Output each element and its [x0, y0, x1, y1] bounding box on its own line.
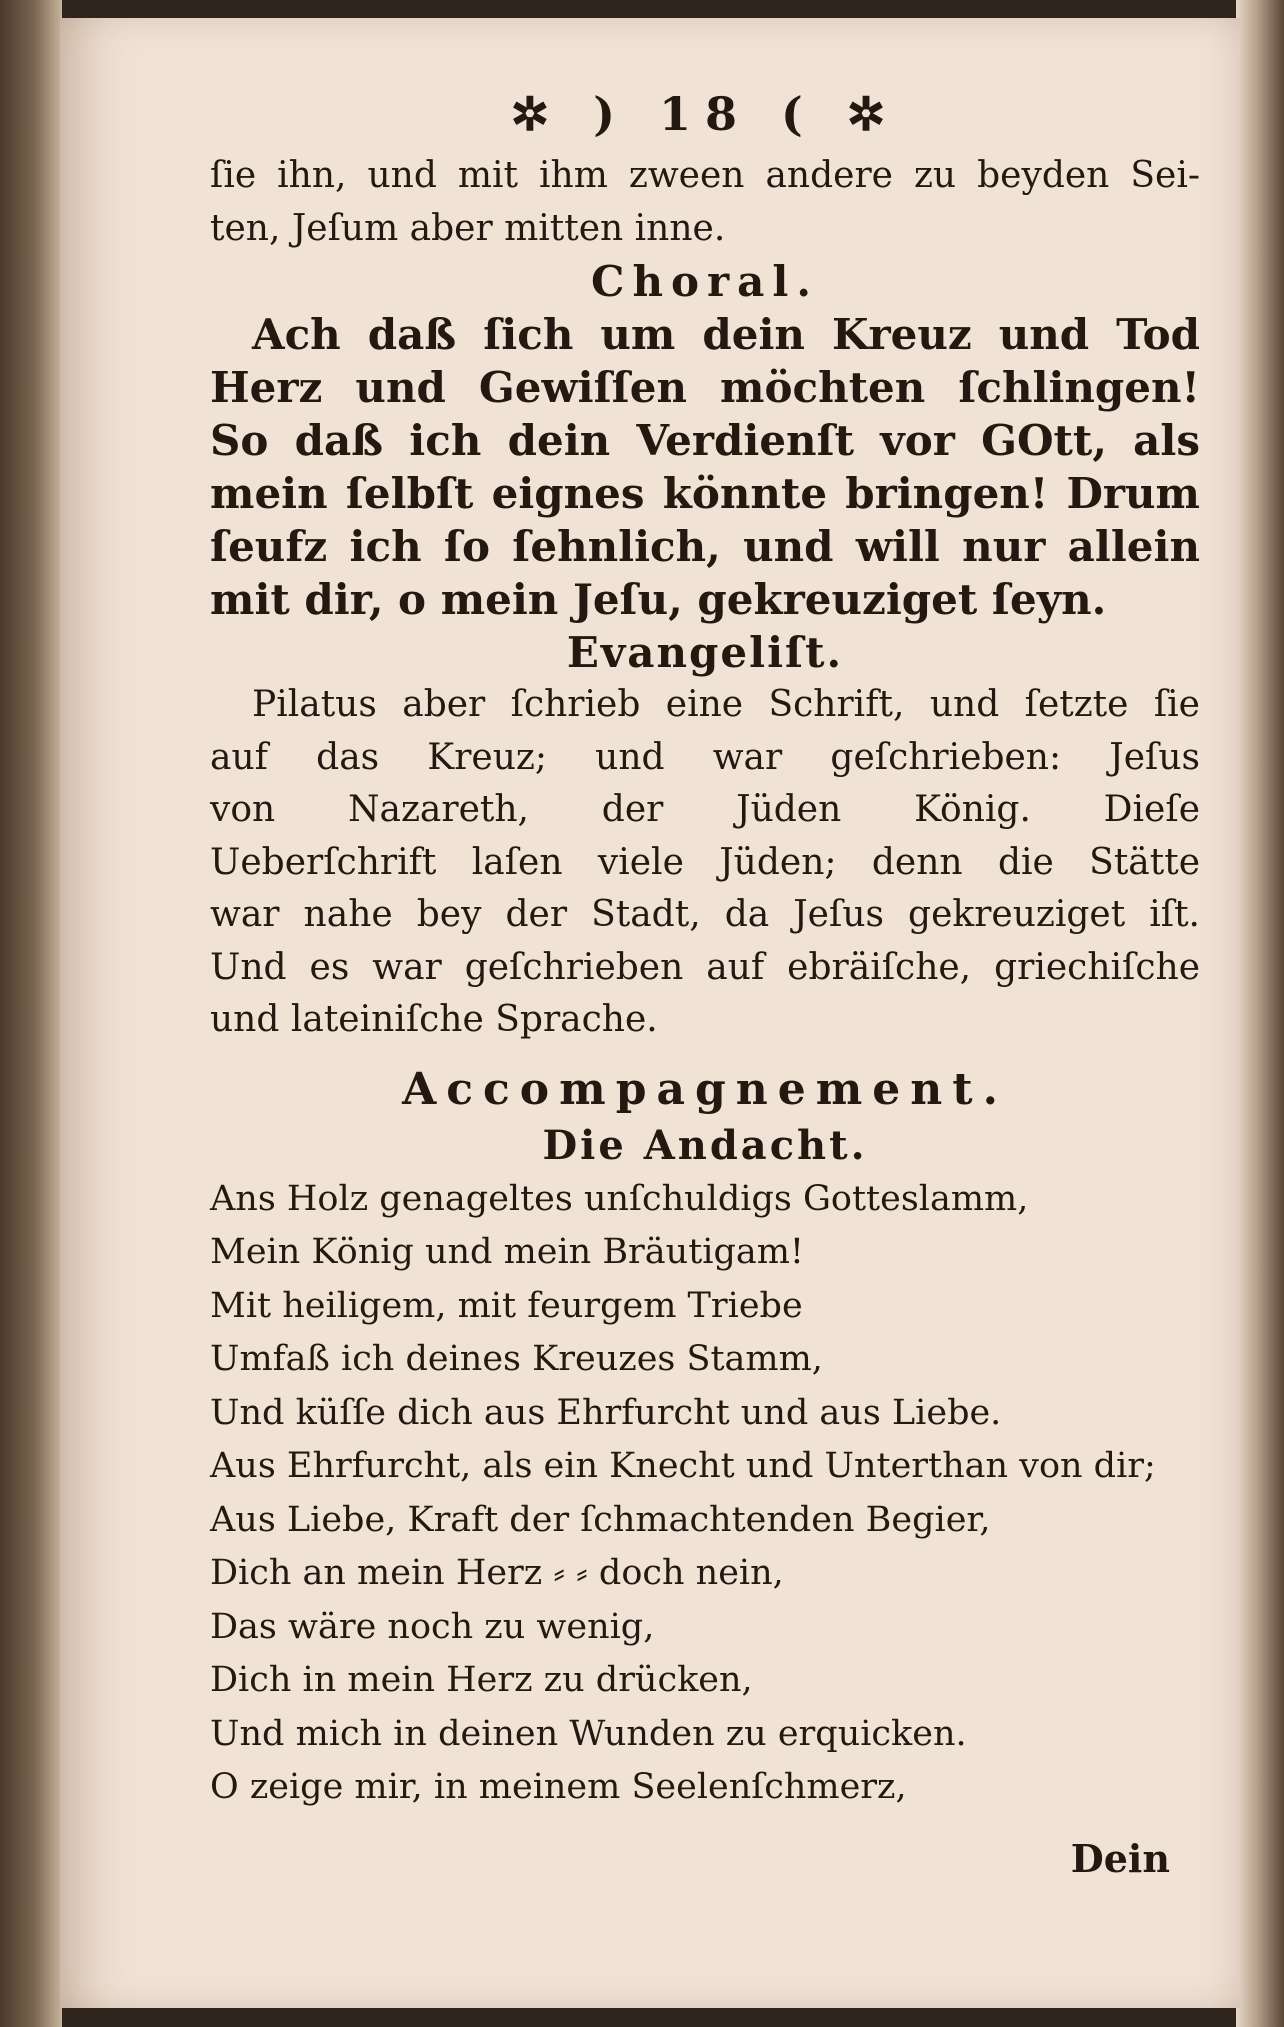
poem-line: Mit heiligem, mit feurgem Triebe: [210, 1285, 803, 1326]
page-header: ✲ ) 18 ( ✲: [510, 87, 900, 141]
text-line: ſie ihn, und mit ihm zween andere zu beyden Sei-: [210, 155, 1200, 196]
choral-line: Ach daß ſich um dein Kreuz und Tod: [252, 310, 1200, 359]
poem-line: Das wäre noch zu wenig,: [210, 1606, 655, 1647]
heading-andacht: Die Andacht.: [542, 1121, 868, 1169]
poem-line: Und küſſe dich aus Ehrfurcht und aus Liebe.: [210, 1392, 1002, 1433]
choral-line: ſeufz ich ſo ſehnlich, und will nur allein: [210, 522, 1200, 571]
andacht-poem: [210, 1173, 1200, 1815]
evangelist-line: von Nazareth, der Jüden König. Dieſe: [210, 789, 1200, 830]
choral-line: mit dir, o mein Jeſu, gekreuziget ſeyn.: [210, 575, 1107, 624]
catchword: Dein: [1070, 1835, 1170, 1881]
poem-line: Und mich in deinen Wunden zu erquicken.: [210, 1713, 967, 1754]
book-right-edge: [1236, 0, 1284, 2027]
heading-choral: Choral.: [591, 257, 819, 306]
heading-evangelist: Evangeliſt.: [566, 628, 844, 677]
heading-accompagnement: Accompagnement.: [402, 1063, 1008, 1115]
poem-line: Aus Ehrfurcht, als ein Knecht und Unterthan von dir;: [210, 1446, 1156, 1486]
poem-line: Umfaß ich deines Kreuzes Stamm,: [210, 1339, 823, 1379]
page-text: [210, 78, 1200, 1889]
evangelist-line: Ueberſchrift laſen viele Jüden; denn die Stätte: [210, 841, 1200, 883]
choral-line: mein ſelbſt eignes könnte bringen! Drum: [210, 469, 1200, 518]
poem-line: Ans Holz genageltes unſchuldigs Gotteslamm,: [210, 1178, 1029, 1219]
text-line: ten, Jeſum aber mitten inne.: [210, 207, 726, 249]
book-page: [60, 18, 1240, 2008]
poem-line: Dich an mein Herz ⸗ ⸗ doch nein,: [210, 1553, 784, 1593]
evangelist-line: Und es war geſchrieben auf ebräiſche, griechiſche: [210, 946, 1200, 988]
choral-line: So daß ich dein Verdienſt vor GOtt, als: [210, 416, 1200, 465]
evangelist-line: war nahe bey der Stadt, da Jeſus gekreuziget iſt.: [210, 894, 1200, 935]
evangelist-line: und lateiniſche Sprache.: [210, 999, 658, 1040]
poem-line: Dich in mein Herz zu drücken,: [210, 1660, 753, 1700]
book-left-edge: [0, 0, 62, 2027]
choral-line: Herz und Gewiſſen möchten ſchlingen!: [210, 363, 1200, 412]
poem-line: Mein König und mein Bräutigam!: [210, 1232, 804, 1272]
evangelist-line: auf das Kreuz; und war geſchrieben: Jeſus: [210, 736, 1200, 778]
poem-line: O zeige mir, in meinem Seelenſchmerz,: [210, 1767, 907, 1807]
poem-line: Aus Liebe, Kraft der ſchmachtenden Begier,: [210, 1499, 991, 1540]
evangelist-line: Pilatus aber ſchrieb eine Schrift, und ſetzte ſie: [252, 684, 1200, 725]
